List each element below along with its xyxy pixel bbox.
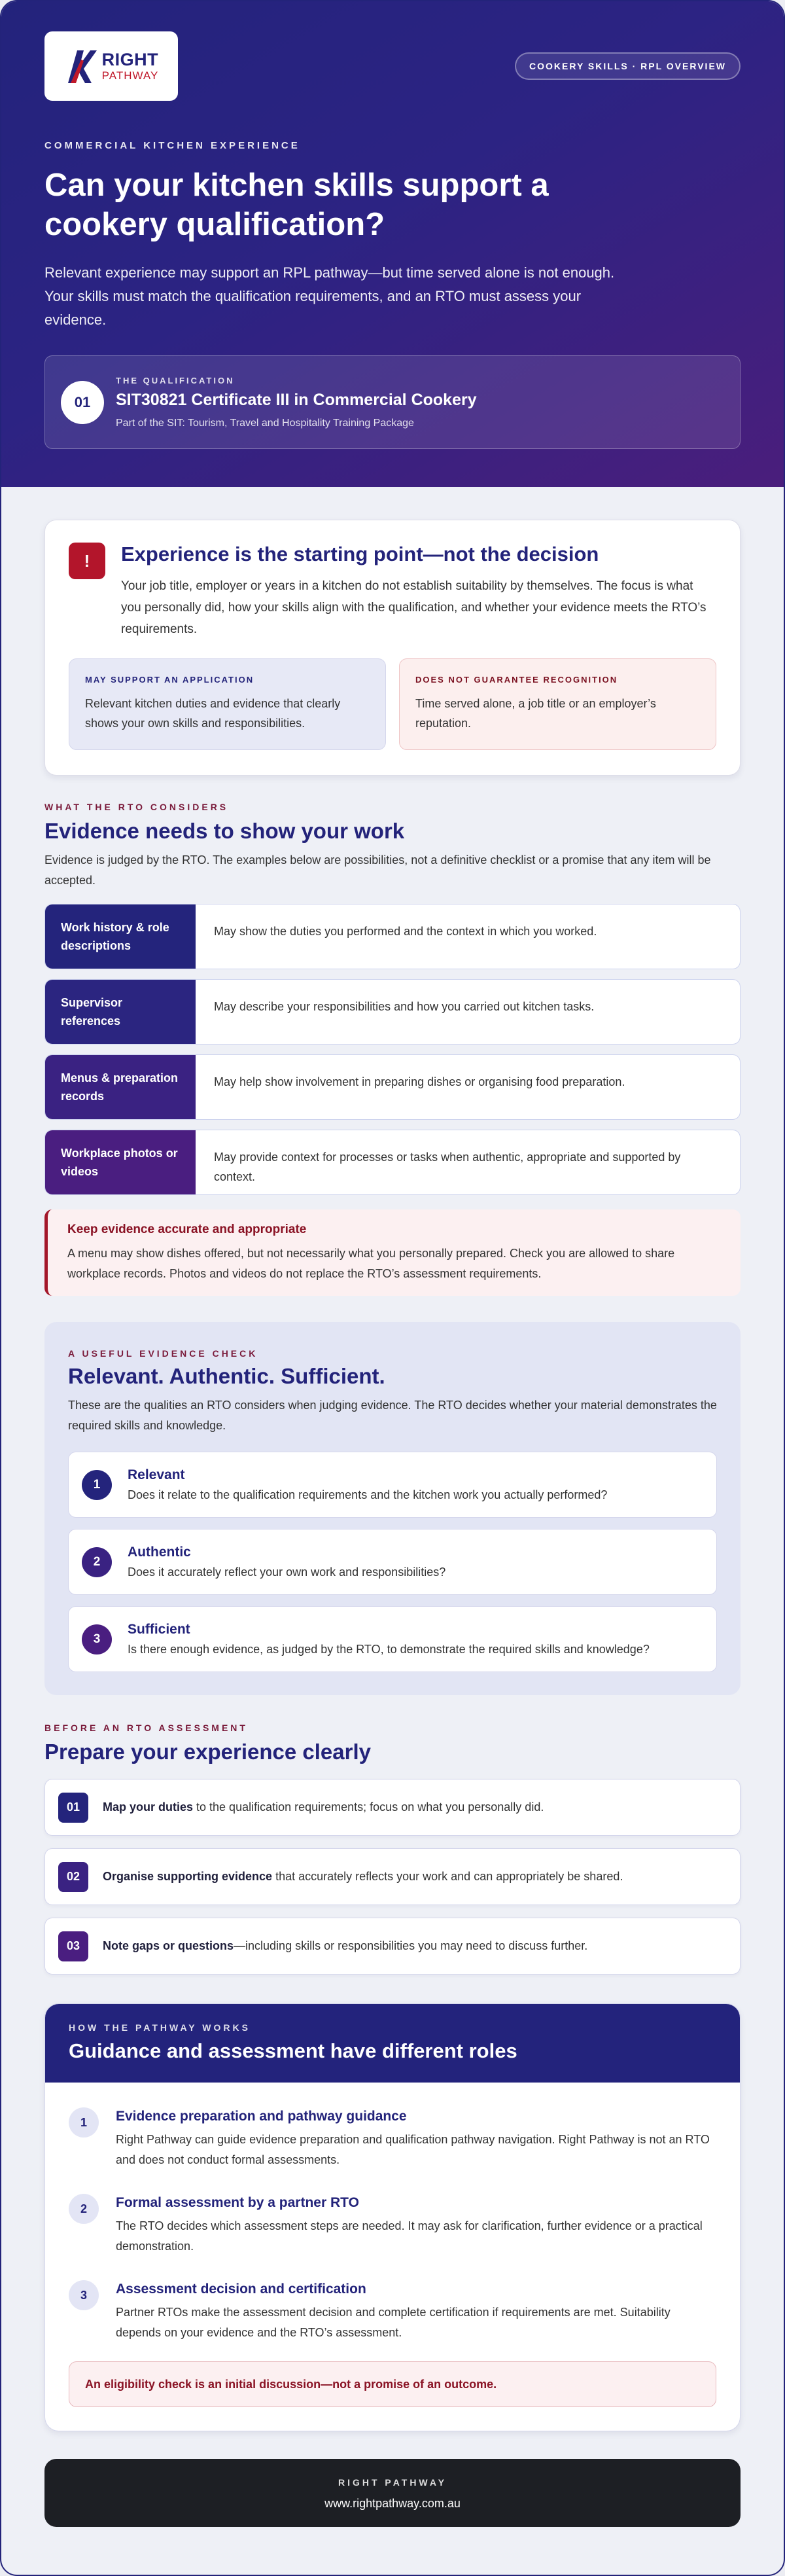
warning-body: A menu may show dishes offered, but not necessarily what you personally prepared. Check you are allowed to share workplace records. Photos and videos do not replace the RTO’s assessment requirements. — [67, 1247, 675, 1280]
role-step — [69, 2107, 716, 2170]
logo-sub: PATHWAY — [101, 69, 159, 82]
header-badge: COOKERY SKILLS · RPL OVERVIEW — [515, 52, 741, 80]
check-eyebrow: A USEFUL EVIDENCE CHECK — [68, 1348, 258, 1359]
step-desc: The RTO decides which assessment steps are needed. It may ask for clarification, further evidence or a practical demonstration. — [116, 2219, 703, 2253]
qualification-subtitle: Part of the SIT: Tourism, Travel and Hospitality Training Package — [116, 417, 414, 429]
check-title: Relevant. Authentic. Sufficient. — [68, 1364, 385, 1388]
prepare-bold: Organise supporting evidence — [103, 1870, 273, 1883]
evidence-desc: May provide context for processes or tasks when authentic, appropriate and supported by context. — [214, 1151, 681, 1183]
warning-title: Keep evidence accurate and appropriate — [67, 1223, 307, 1236]
step-number: 3 — [69, 2280, 99, 2310]
step-title: Formal assessment by a partner RTO — [116, 2195, 359, 2210]
qualification-card — [44, 355, 741, 449]
evidence-row — [44, 1130, 741, 1195]
evidence-label: Work history & role descriptions — [45, 904, 196, 969]
roles-title: Guidance and assessment have different roles — [69, 2039, 517, 2062]
check-number: 1 — [82, 1470, 112, 1500]
evidence-desc: May help show involvement in preparing dishes or organising food preparation. — [214, 1075, 625, 1088]
step-number: 1 — [69, 2107, 99, 2138]
page-title: Can your kitchen skills support a cookery qualification? — [44, 168, 549, 242]
prepare-item — [44, 1918, 741, 1975]
evidence-row — [44, 904, 741, 969]
experience-title: Experience is the starting point—not the decision — [121, 543, 599, 565]
roles-card — [44, 2003, 741, 2431]
check-item-title: Sufficient — [128, 1622, 190, 1637]
alert-icon: ! — [69, 543, 105, 579]
qualification-number: 01 — [61, 381, 104, 424]
prepare-bold: Note gaps or questions — [103, 1939, 234, 1952]
footer-url[interactable]: www.rightpathway.com.au — [324, 2497, 461, 2510]
not-guarantee-body: Time served alone, a job title or an employer’s reputation. — [415, 697, 656, 730]
evidence-label: Supervisor references — [45, 980, 196, 1044]
check-number: 2 — [82, 1547, 112, 1577]
hero-eyebrow: COMMERCIAL KITCHEN EXPERIENCE — [44, 140, 300, 151]
check-item-desc: Is there enough evidence, as judged by the RTO, to demonstrate the required skills and knowledge? — [128, 1643, 650, 1656]
experience-card — [44, 520, 741, 776]
prepare-item — [44, 1848, 741, 1905]
check-item — [68, 1529, 717, 1595]
check-item — [68, 1606, 717, 1672]
step-title: Evidence preparation and pathway guidance — [116, 2109, 407, 2124]
role-step — [69, 2280, 716, 2343]
evidence-desc: May show the duties you performed and the context in which you worked. — [214, 925, 597, 938]
evidence-row — [44, 1054, 741, 1120]
prepare-rest: to the qualification requirements; focus on what you personally did. — [193, 1800, 544, 1814]
evidence-eyebrow: WHAT THE RTO CONSIDERS — [44, 802, 229, 812]
qualification-title: SIT30821 Certificate III in Commercial Cookery — [116, 390, 477, 409]
may-support-title: MAY SUPPORT AN APPLICATION — [85, 675, 254, 685]
logo[interactable] — [44, 31, 178, 101]
evidence-label: Menus & preparation records — [45, 1055, 196, 1119]
check-number: 3 — [82, 1624, 112, 1655]
prepare-number: 02 — [58, 1862, 88, 1892]
roles-eyebrow: HOW THE PATHWAY WORKS — [69, 2022, 251, 2033]
logo-mark-icon — [64, 46, 98, 86]
footer — [44, 2459, 741, 2527]
hero — [1, 1, 784, 487]
may-support-body: Relevant kitchen duties and evidence that clearly shows your own skills and responsibilities. — [85, 697, 341, 730]
evidence-check-panel — [44, 1322, 741, 1695]
prepare-number: 01 — [58, 1793, 88, 1823]
not-guarantee-box — [399, 658, 716, 750]
footer-brand: RIGHT PATHWAY — [338, 2477, 447, 2488]
eligibility-note: An eligibility check is an initial discussion—not a promise of an outcome. — [69, 2361, 716, 2407]
role-step — [69, 2194, 716, 2257]
step-desc: Right Pathway can guide evidence preparation and qualification pathway navigation. Right Pathway is not an RTO and does not conduct formal assessments. — [116, 2133, 710, 2166]
may-support-box — [69, 658, 386, 750]
check-item-title: Authentic — [128, 1545, 191, 1560]
evidence-desc: Evidence is judged by the RTO. The examples below are possibilities, not a definitive checklist or a promise that any item will be accepted. — [44, 853, 711, 887]
evidence-title: Evidence needs to show your work — [44, 819, 405, 843]
qualification-label: THE QUALIFICATION — [116, 375, 235, 385]
evidence-warning — [44, 1209, 741, 1296]
prepare-bold: Map your duties — [103, 1800, 194, 1814]
step-title: Assessment decision and certification — [116, 2281, 366, 2297]
prepare-rest: that accurately reflects your work and can appropriately be shared. — [272, 1870, 623, 1883]
evidence-list — [44, 904, 741, 1195]
experience-body: Your job title, employer or years in a kitchen do not establish suitability by themselves. The focus is what you personally did, how your skills align with the qualification, and whether your evidence meets the RTO’s requirements. — [121, 579, 706, 636]
evidence-label: Workplace photos or videos — [45, 1130, 196, 1194]
step-number: 2 — [69, 2194, 99, 2224]
prepare-rest: —including skills or responsibilities you may need to discuss further. — [234, 1939, 588, 1952]
check-desc: These are the qualities an RTO considers when judging evidence. The RTO decides whether your material demonstrates the required skills and knowledge. — [68, 1399, 717, 1432]
check-item-title: Relevant — [128, 1467, 185, 1482]
logo-name: RIGHT — [101, 50, 159, 69]
prepare-eyebrow: BEFORE AN RTO ASSESSMENT — [44, 1723, 248, 1733]
roles-header — [45, 2004, 740, 2083]
evidence-desc: May describe your responsibilities and how you carried out kitchen tasks. — [214, 1000, 595, 1013]
prepare-title: Prepare your experience clearly — [44, 1740, 371, 1764]
evidence-row — [44, 979, 741, 1045]
not-guarantee-title: DOES NOT GUARANTEE RECOGNITION — [415, 675, 618, 685]
check-item-desc: Does it relate to the qualification requirements and the kitchen work you actually performed? — [128, 1488, 608, 1501]
prepare-number: 03 — [58, 1931, 88, 1961]
prepare-item — [44, 1779, 741, 1836]
hero-lead: Relevant experience may support an RPL pathway—but time served alone is not enough. Your skills must match the qualification requirements, and an RTO must assess your evidence. — [44, 264, 615, 328]
check-item-desc: Does it accurately reflect your own work and responsibilities? — [128, 1565, 446, 1579]
step-desc: Partner RTOs make the assessment decision and complete certification if requirements are met. Suitability depends on your evidence and the RTO’s assessment. — [116, 2306, 671, 2339]
check-item — [68, 1452, 717, 1518]
